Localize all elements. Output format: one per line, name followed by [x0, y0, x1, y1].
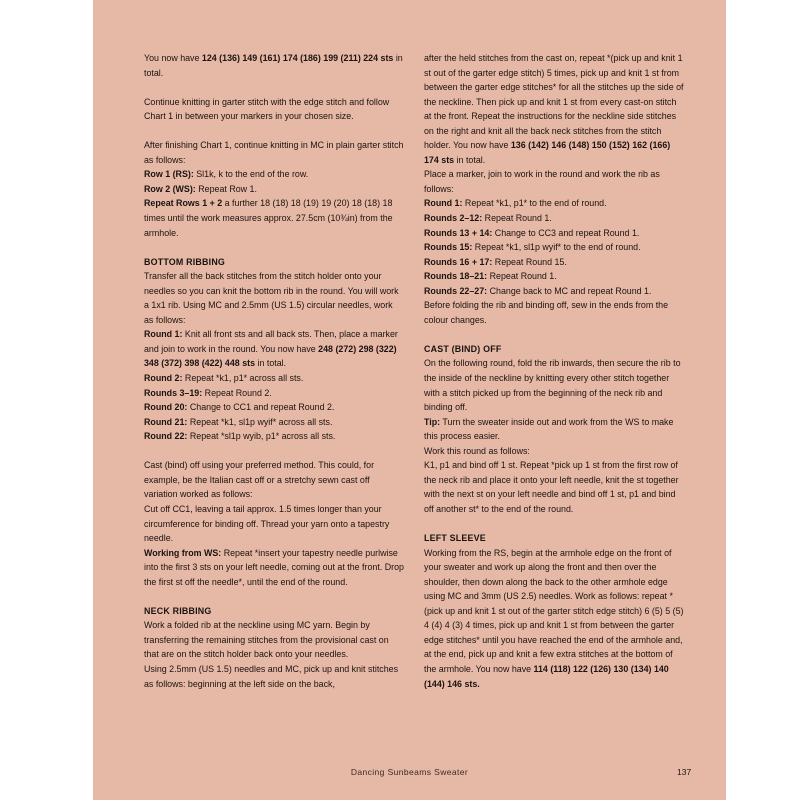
- stitch-count: 136 (142) 146 (148) 150 (152) 162 (166) 174 sts: [424, 140, 671, 165]
- round-instruction: Round 1: Repeat *k1, p1* to the end of round.: [424, 198, 607, 209]
- round-instruction: Round 22: Repeat *sl1p wyib, p1* across all sts.: [144, 431, 336, 442]
- tip-paragraph: Tip: Turn the sweater inside out and work from the WS to make this process easier.: [424, 416, 674, 442]
- stitch-count-paragraph: You now have 124 (136) 149 (161) 174 (186) 199 (211) 224 sts in total.: [144, 53, 403, 78]
- book-page: [93, 0, 726, 800]
- round-instruction: Round 1: Knit all front sts and all back sts. Then, place a marker and join to work in the round. You now have 248 (272) 298 (322) 348 (372) 398 (422) 448 sts in total.: [144, 329, 398, 369]
- work-round-paragraph: Work this round as follows:: [424, 445, 530, 456]
- left-sleeve-text: Working from the RS, begin at the armhole edge on the front of your sweater and work up along the front and then over the shoulder, then down along the back to the other armhole edge using MC and 3mm (US 2.5) needles. Work as follows: repeat *(pick up and knit 1 st out of the garter stitch edge stitch) 6 (5) 5 (5) 4 (4) 4 (3) 4 times, pick up and knit 1 st from between the garter edge stitches* until you have reached the end of the armhole and, at the end, pick up and knit a few extra stitches at the bottom of the armhole. You now have 114 (118) 122 (126) 130 (134) 140 (144) 146 sts.: [424, 547, 684, 689]
- running-footer-title: Dancing Sunbeams Sweater: [350, 767, 469, 777]
- neck-ribbing-text: Work a folded rib at the neckline using MC yarn. Begin by transferring the remaining stitches from the provisional cast on that are on the stitch holder back onto your needles.: [144, 620, 389, 660]
- round-instruction: Rounds 18–21: Repeat Round 1.: [424, 271, 557, 282]
- right-column: [424, 51, 684, 691]
- neck-ribbing-text: Using 2.5mm (US 1.5) needles and MC, pick up and knit stitches as follows: beginning at the left side on the back,: [144, 663, 399, 689]
- cut-off-paragraph: Cut off CC1, leaving a tail approx. 1.5 times longer than your circumference for binding off. Thread your yarn onto a tapestry needle.: [144, 503, 390, 544]
- left-sleeve-heading: LEFT SLEEVE: [424, 533, 486, 544]
- left-column: [144, 51, 404, 691]
- bottom-ribbing-heading: BOTTOM RIBBING: [144, 256, 226, 267]
- neck-ribbing-heading: NECK RIBBING: [144, 605, 212, 616]
- round-instruction: Rounds 2–12: Repeat Round 1.: [424, 213, 552, 224]
- row-instruction: Row 2 (WS): Repeat Row 1.: [144, 183, 257, 194]
- page-number: 137: [677, 767, 692, 777]
- stitch-count: 114 (118) 122 (126) 130 (134) 140 (144) 146 sts.: [424, 663, 669, 689]
- working-ws-paragraph: Working from WS: Repeat *insert your tapestry needle purlwise into the first 3 sts on your left needle, coming out at the front. Drop the first st off the needle*, until the end of the round.: [144, 547, 404, 587]
- row-instruction: Repeat Rows 1 + 2 a further 18 (18) 18 (19) 19 (20) 18 (18) 18 times until the work measures approx. 27.5cm (10¾in) from the armhole.: [144, 198, 393, 238]
- round-instruction: Rounds 3–19: Repeat Round 2.: [144, 387, 272, 398]
- round-instruction: Rounds 22–27: Change back to MC and repeat Round 1.: [424, 285, 652, 296]
- bottom-ribbing-intro: Transfer all the back stitches from the stitch holder onto your needles so you can knit the bottom rib in the round. You will work a 1x1 rib. Using MC and 2.5mm (US 1.5) circular needles, work as follows:: [144, 271, 399, 325]
- cast-bind-off-heading: CAST (BIND) OFF: [424, 343, 502, 354]
- garter-paragraph: Continue knitting in garter stitch with the edge stitch and follow Chart 1 in between your markers in your chosen size.: [144, 96, 390, 122]
- round-instruction: Round 2: Repeat *k1, p1* across all sts.: [144, 373, 304, 384]
- round-instruction: Round 20: Change to CC1 and repeat Round 2.: [144, 402, 335, 413]
- marker-paragraph: Place a marker, join to work in the round and work the rib as follows:: [424, 169, 660, 194]
- round-instruction: Rounds 16 + 17: Repeat Round 15.: [424, 256, 567, 267]
- bind-off-round-paragraph: K1, p1 and bind off 1 st. Repeat *pick up 1 st from the first row of the neck rib and place it onto your left needle, knit the st together with the next st on your left needle and bind off 1 st, p1 and bind off another st* to the end of the round.: [424, 460, 679, 514]
- neck-pickup-paragraph: after the held stitches from the cast on, repeat *(pick up and knit 1 st out of the garter edge stitch) 5 times, pick up and knit 1 st from between the garter edge stitches* for all the stitches up the side of the neckline. Then pick up and knit 1 st from every cast-on stitch at the front. Repeat the instructions for the neckline side stitches on the right and knit all the back neck stitches from the stitch holder. You now have 136 (142) 146 (148) 150 (152) 162 (166) 174 sts in total.: [424, 53, 684, 165]
- round-instruction: Round 21: Repeat *k1, sl1p wyif* across all sts.: [144, 416, 333, 427]
- after-chart-paragraph: After finishing Chart 1, continue knitting in MC in plain garter stitch as follows:: [144, 140, 404, 165]
- round-instruction: Rounds 15: Repeat *k1, sl1p wyif* to the end of round.: [424, 242, 641, 253]
- cast-off-paragraph: Cast (bind) off using your preferred method. This could, for example, be the Italian cast off or a stretchy sewn cast off variation worked as follows:: [144, 460, 375, 500]
- before-folding-paragraph: Before folding the rib and binding off, sew in the ends from the colour changes.: [424, 300, 669, 325]
- stitch-count: 124 (136) 149 (161) 174 (186) 199 (211) 224 sts: [201, 53, 394, 63]
- row-instruction: Row 1 (RS): Sl1k, k to the end of the row.: [144, 169, 309, 180]
- cast-bind-off-text: On the following round, fold the rib inwards, then secure the rib to the inside of the neckline by knitting every other stitch together with a stitch picked up from the beginning of the neck rib and binding off.: [424, 358, 681, 413]
- round-instruction: Rounds 13 + 14: Change to CC3 and repeat Round 1.: [424, 227, 640, 238]
